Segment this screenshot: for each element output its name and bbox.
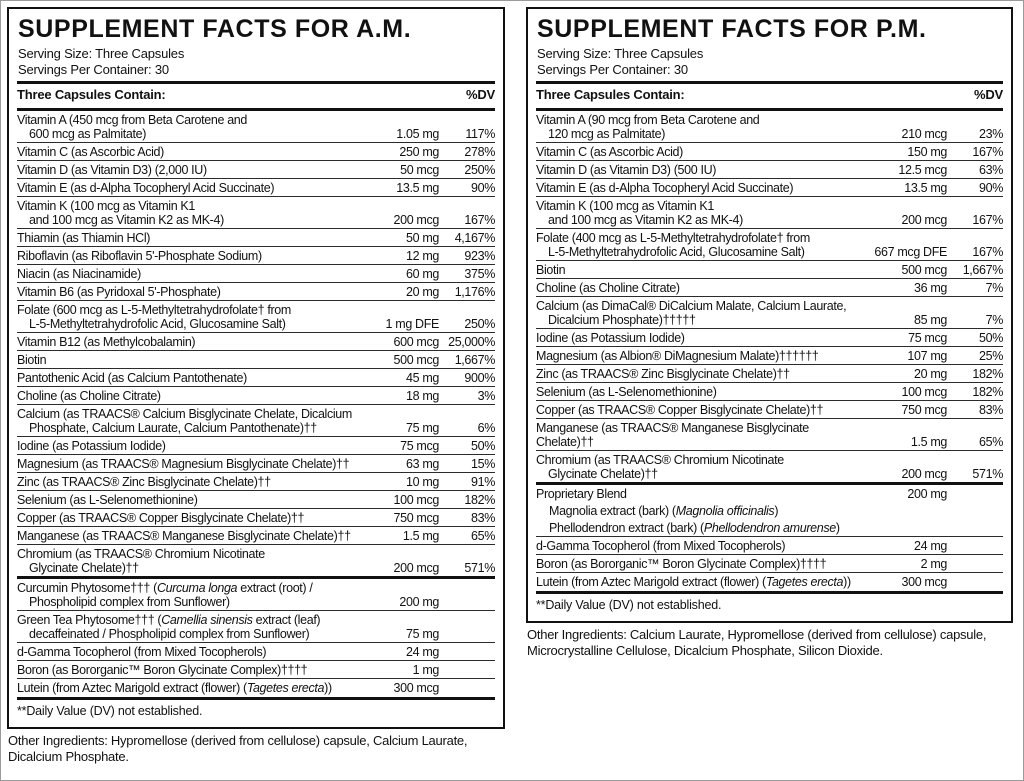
ingredient-dv: 23% [979, 127, 1003, 141]
ingredient-name: Calcium (as DimaCal® DiCalcium Malate, Calcium Laurate, Dicalcium Phosphate)††††† [536, 299, 847, 327]
ingredient-dv: 1,667% [962, 263, 1003, 277]
table-row [17, 300, 495, 332]
table-row [536, 536, 1003, 554]
ingredient-name: Vitamin K (100 mcg as Vitamin K1 and 100 mcg as Vitamin K2 as MK-4) [536, 199, 743, 227]
ingredient-amount: 50 mg [406, 231, 439, 245]
table-row [17, 526, 495, 544]
ingredient-name: Magnolia extract (bark) (Magnolia officinalis) [549, 504, 779, 518]
ingredient-dv: 182% [972, 367, 1003, 381]
table-row [17, 142, 495, 160]
ingredient-name: Vitamin B6 (as Pyridoxal 5'-Phosphate) [17, 285, 221, 299]
dv-footnote: **Daily Value (DV) not established. [536, 591, 1003, 615]
ingredient-name: Vitamin D (as Vitamin D3) (500 IU) [536, 163, 717, 177]
serving-size: Serving Size: Three Capsules [18, 46, 185, 61]
ingredient-amount: 600 mcg [393, 335, 439, 349]
ingredient-dv: 65% [471, 529, 495, 543]
table-row [17, 472, 495, 490]
ingredient-name: Chromium (as TRAACS® Chromium Nicotinate Glycinate Chelate)†† [17, 547, 265, 575]
ingredient-name: Calcium (as TRAACS® Calcium Bisglycinate Chelate, Dicalcium Phosphate, Calcium Laurate, Calcium Pantothenate)†† [17, 407, 352, 435]
table-row [536, 111, 1003, 142]
ingredient-dv: 25% [979, 349, 1003, 363]
ingredient-name: d-Gamma Tocopherol (from Mixed Tocopherols) [17, 645, 267, 659]
ingredient-amount: 24 mg [406, 645, 439, 659]
ingredient-amount: 2 mg [920, 557, 947, 571]
ingredient-amount: 100 mcg [393, 493, 439, 507]
ingredient-dv: 4,167% [454, 231, 495, 245]
table-row [17, 660, 495, 678]
ingredient-amount: 75 mg [406, 627, 439, 641]
ingredient-name: Zinc (as TRAACS® Zinc Bisglycinate Chelate)†† [536, 367, 790, 381]
ingredient-amount: 200 mcg [393, 213, 439, 227]
ingredient-name: Vitamin C (as Ascorbic Acid) [536, 145, 683, 159]
serving-size: Serving Size: Three Capsules [537, 46, 704, 61]
ingredient-dv: 571% [464, 561, 495, 575]
ingredient-name: Lutein (from Aztec Marigold extract (flower) (Tagetes erecta)) [17, 681, 332, 695]
ingredient-dv: 65% [979, 435, 1003, 449]
dv-header: %DV [973, 87, 1003, 102]
column-header: Three Capsules Contain: [17, 87, 166, 102]
servings-per-container: Servings Per Container: 30 [537, 61, 688, 77]
ingredient-name: Magnesium (as Albion® DiMagnesium Malate)†††††† [536, 349, 819, 363]
table-row [17, 454, 495, 472]
ingredient-dv: 7% [985, 313, 1003, 327]
ingredient-amount: 1.05 mg [396, 127, 439, 141]
ingredient-name: Magnesium (as TRAACS® Magnesium Bisglycinate Chelate)†† [17, 457, 350, 471]
ingredient-dv: 1,667% [454, 353, 495, 367]
ingredient-name: d-Gamma Tocopherol (from Mixed Tocopherols) [536, 539, 786, 553]
dv-header: %DV [465, 87, 495, 102]
table-row [17, 264, 495, 282]
table-row [17, 508, 495, 526]
table-row [536, 572, 1003, 590]
ingredient-dv: 117% [465, 127, 495, 141]
table-row [536, 346, 1003, 364]
ingredient-name: Vitamin C (as Ascorbic Acid) [17, 145, 164, 159]
table-row [17, 282, 495, 300]
ingredient-amount: 210 mcg [901, 127, 947, 141]
ingredient-name: Folate (400 mcg as L-5-Methyltetrahydrofolate† from L-5-Methyltetrahydrofolic Acid, Glucosamine Salt) [536, 231, 810, 259]
column-header: Three Capsules Contain: [536, 87, 685, 102]
table-row [536, 502, 1003, 519]
ingredient-dv: 6% [477, 421, 495, 435]
ingredient-name: Manganese (as TRAACS® Manganese Bisglycinate Chelate)†† [17, 529, 351, 543]
ingredient-name: Vitamin D (as Vitamin D3) (2,000 IU) [17, 163, 207, 177]
ingredient-table [536, 111, 1003, 590]
table-row [17, 111, 495, 142]
panel-title: SUPPLEMENT FACTS FOR P.M. [537, 15, 927, 43]
table-header [17, 84, 495, 104]
ingredient-amount: 50 mcg [400, 163, 439, 177]
table-row [536, 196, 1003, 228]
ingredient-name: Choline (as Choline Citrate) [536, 281, 680, 295]
ingredient-amount: 36 mg [914, 281, 947, 295]
ingredient-name: Folate (600 mcg as L-5-Methyltetrahydrofolate† from L-5-Methyltetrahydrofolic Acid, Glucosamine Salt) [17, 303, 291, 331]
table-row [17, 368, 495, 386]
ingredient-amount: 45 mg [406, 371, 439, 385]
ingredient-amount: 1 mg DFE [385, 317, 439, 331]
ingredient-name: Iodine (as Potassium Iodide) [536, 331, 685, 345]
am-column [7, 7, 505, 765]
table-row [536, 178, 1003, 196]
table-row [536, 400, 1003, 418]
ingredient-dv: 250% [464, 163, 495, 177]
ingredient-amount: 200 mg [907, 487, 947, 501]
ingredient-dv: 167% [972, 245, 1003, 259]
ingredient-name: Vitamin K (100 mcg as Vitamin K1 and 100 mcg as Vitamin K2 as MK-4) [17, 199, 224, 227]
ingredient-amount: 75 mcg [908, 331, 947, 345]
ingredient-name: Phellodendron extract (bark) (Phellodendron amurense) [549, 521, 840, 535]
ingredient-name: Riboflavin (as Riboflavin 5'-Phosphate Sodium) [17, 249, 262, 263]
table-row [17, 490, 495, 508]
ingredient-name: Pantothenic Acid (as Calcium Pantothenate) [17, 371, 247, 385]
ingredient-dv: 167% [972, 213, 1003, 227]
ingredient-name: Zinc (as TRAACS® Zinc Bisglycinate Chelate)†† [17, 475, 271, 489]
other-ingredients: Other Ingredients: Hypromellose (derived from cellulose) capsule, Calcium Laurate, Dicalcium Phosphate. [8, 733, 468, 764]
ingredient-dv: 50% [979, 331, 1003, 345]
ingredient-name: Boron (as Bororganic™ Boron Glycinate Complex)†††† [536, 557, 827, 571]
ingredient-amount: 1 mg [412, 663, 439, 677]
ingredient-amount: 667 mcg DFE [874, 245, 947, 259]
table-row [17, 436, 495, 454]
ingredient-name: Iodine (as Potassium Iodide) [17, 439, 166, 453]
ingredient-name: Vitamin E (as d-Alpha Tocopheryl Acid Succinate) [536, 181, 794, 195]
ingredient-dv: 50% [471, 439, 495, 453]
ingredient-name: Thiamin (as Thiamin HCl) [17, 231, 151, 245]
ingredient-name: Selenium (as L-Selenomethionine) [536, 385, 717, 399]
ingredient-name: Boron (as Bororganic™ Boron Glycinate Complex)†††† [17, 663, 308, 677]
other-ingredients: Other Ingredients: Calcium Laurate, Hypromellose (derived from cellulose) capsule, Microcrystalline Cellulose, Dicalcium Phosphate, Silicon Dioxide. [527, 627, 987, 658]
dv-footnote: **Daily Value (DV) not established. [17, 697, 495, 721]
ingredient-dv: 923% [464, 249, 495, 263]
ingredient-amount: 24 mg [914, 539, 947, 553]
table-row [17, 332, 495, 350]
table-row [17, 544, 495, 576]
ingredient-amount: 200 mcg [393, 561, 439, 575]
ingredient-amount: 12 mg [406, 249, 439, 263]
ingredient-amount: 100 mcg [901, 385, 947, 399]
ingredient-amount: 1.5 mg [910, 435, 947, 449]
servings-per-container: Servings Per Container: 30 [18, 61, 169, 77]
pm-panel [526, 7, 1013, 623]
ingredient-name: Biotin [17, 353, 47, 367]
table-row [536, 260, 1003, 278]
ingredient-amount: 107 mg [907, 349, 947, 363]
ingredient-dv: 167% [464, 213, 495, 227]
ingredient-dv: 571% [972, 467, 1003, 481]
table-row [536, 228, 1003, 260]
table-row [17, 404, 495, 436]
ingredient-name: Vitamin B12 (as Methylcobalamin) [17, 335, 196, 349]
table-row [536, 142, 1003, 160]
ingredient-dv: 3% [477, 389, 495, 403]
ingredient-dv: 278% [464, 145, 495, 159]
ingredient-dv: 25,000% [448, 335, 495, 349]
ingredient-amount: 300 mcg [901, 575, 947, 589]
ingredient-dv: 7% [985, 281, 1003, 295]
ingredient-dv: 167% [972, 145, 1003, 159]
ingredient-amount: 500 mcg [393, 353, 439, 367]
ingredient-amount: 13.5 mg [904, 181, 947, 195]
table-row [536, 519, 1003, 536]
ingredient-name: Vitamin A (450 mcg from Beta Carotene and 600 mcg as Palmitate) [17, 113, 247, 141]
ingredient-name: Selenium (as L-Selenomethionine) [17, 493, 198, 507]
ingredient-amount: 75 mcg [400, 439, 439, 453]
table-row [536, 482, 1003, 502]
ingredient-amount: 300 mcg [393, 681, 439, 695]
ingredient-dv: 83% [979, 403, 1003, 417]
ingredient-name: Vitamin E (as d-Alpha Tocopheryl Acid Succinate) [17, 181, 275, 195]
ingredient-amount: 750 mcg [393, 511, 439, 525]
ingredient-name: Chromium (as TRAACS® Chromium Nicotinate Glycinate Chelate)†† [536, 453, 784, 481]
ingredient-name: Lutein (from Aztec Marigold extract (flower) (Tagetes erecta)) [536, 575, 851, 589]
ingredient-amount: 200 mg [399, 595, 439, 609]
pm-column [526, 7, 1013, 659]
ingredient-amount: 63 mg [406, 457, 439, 471]
ingredient-name: Vitamin A (90 mcg from Beta Carotene and 120 mcg as Palmitate) [536, 113, 760, 141]
ingredient-dv: 15% [471, 457, 495, 471]
ingredient-dv: 90% [471, 181, 495, 195]
table-row [536, 418, 1003, 450]
ingredient-dv: 1,176% [454, 285, 495, 299]
ingredient-amount: 750 mcg [901, 403, 947, 417]
table-row [536, 328, 1003, 346]
ingredient-amount: 250 mg [399, 145, 439, 159]
ingredient-name: Biotin [536, 263, 566, 277]
ingredient-dv: 182% [972, 385, 1003, 399]
ingredient-amount: 13.5 mg [396, 181, 439, 195]
ingredient-amount: 1.5 mg [402, 529, 439, 543]
table-row [17, 196, 495, 228]
ingredient-dv: 83% [471, 511, 495, 525]
ingredient-dv: 375% [464, 267, 495, 281]
ingredient-amount: 200 mcg [901, 213, 947, 227]
table-header [536, 84, 1003, 104]
ingredient-amount: 200 mcg [901, 467, 947, 481]
ingredient-name: Manganese (as TRAACS® Manganese Bisglycinate Chelate)†† [536, 421, 809, 449]
table-row [17, 246, 495, 264]
ingredient-dv: 90% [979, 181, 1003, 195]
table-row [536, 554, 1003, 572]
table-row [17, 160, 495, 178]
ingredient-amount: 60 mg [406, 267, 439, 281]
ingredient-name: Curcumin Phytosome††† (Curcuma longa extract (root) / Phospholipid complex from Sunflower) [17, 581, 313, 609]
ingredient-amount: 10 mg [406, 475, 439, 489]
table-row [17, 610, 495, 642]
ingredient-name: Proprietary Blend [536, 487, 627, 501]
table-row [536, 296, 1003, 328]
ingredient-amount: 85 mg [914, 313, 947, 327]
ingredient-dv: 63% [979, 163, 1003, 177]
table-row [17, 678, 495, 696]
ingredient-name: Choline (as Choline Citrate) [17, 389, 161, 403]
ingredient-amount: 20 mg [914, 367, 947, 381]
table-row [536, 450, 1003, 482]
table-row [17, 576, 495, 610]
ingredient-dv: 182% [464, 493, 495, 507]
ingredient-name: Green Tea Phytosome††† (Camellia sinensis extract (leaf) decaffeinated / Phospholipid complex from Sunflower) [17, 613, 321, 641]
ingredient-amount: 18 mg [406, 389, 439, 403]
am-panel [7, 7, 505, 729]
ingredient-table [17, 111, 495, 696]
ingredient-amount: 150 mg [907, 145, 947, 159]
ingredient-amount: 20 mg [406, 285, 439, 299]
ingredient-name: Niacin (as Niacinamide) [17, 267, 141, 281]
ingredient-name: Copper (as TRAACS® Copper Bisglycinate Chelate)†† [17, 511, 305, 525]
table-row [536, 278, 1003, 296]
ingredient-amount: 500 mcg [901, 263, 947, 277]
table-row [536, 364, 1003, 382]
ingredient-name: Copper (as TRAACS® Copper Bisglycinate Chelate)†† [536, 403, 824, 417]
table-row [17, 386, 495, 404]
ingredient-dv: 900% [464, 371, 495, 385]
table-row [17, 642, 495, 660]
ingredient-amount: 12.5 mcg [898, 163, 947, 177]
table-row [17, 178, 495, 196]
ingredient-dv: 250% [464, 317, 495, 331]
table-row [17, 228, 495, 246]
ingredient-dv: 91% [471, 475, 495, 489]
table-row [17, 350, 495, 368]
table-row [536, 382, 1003, 400]
panel-title: SUPPLEMENT FACTS FOR A.M. [18, 15, 412, 43]
table-row [536, 160, 1003, 178]
ingredient-amount: 75 mg [406, 421, 439, 435]
